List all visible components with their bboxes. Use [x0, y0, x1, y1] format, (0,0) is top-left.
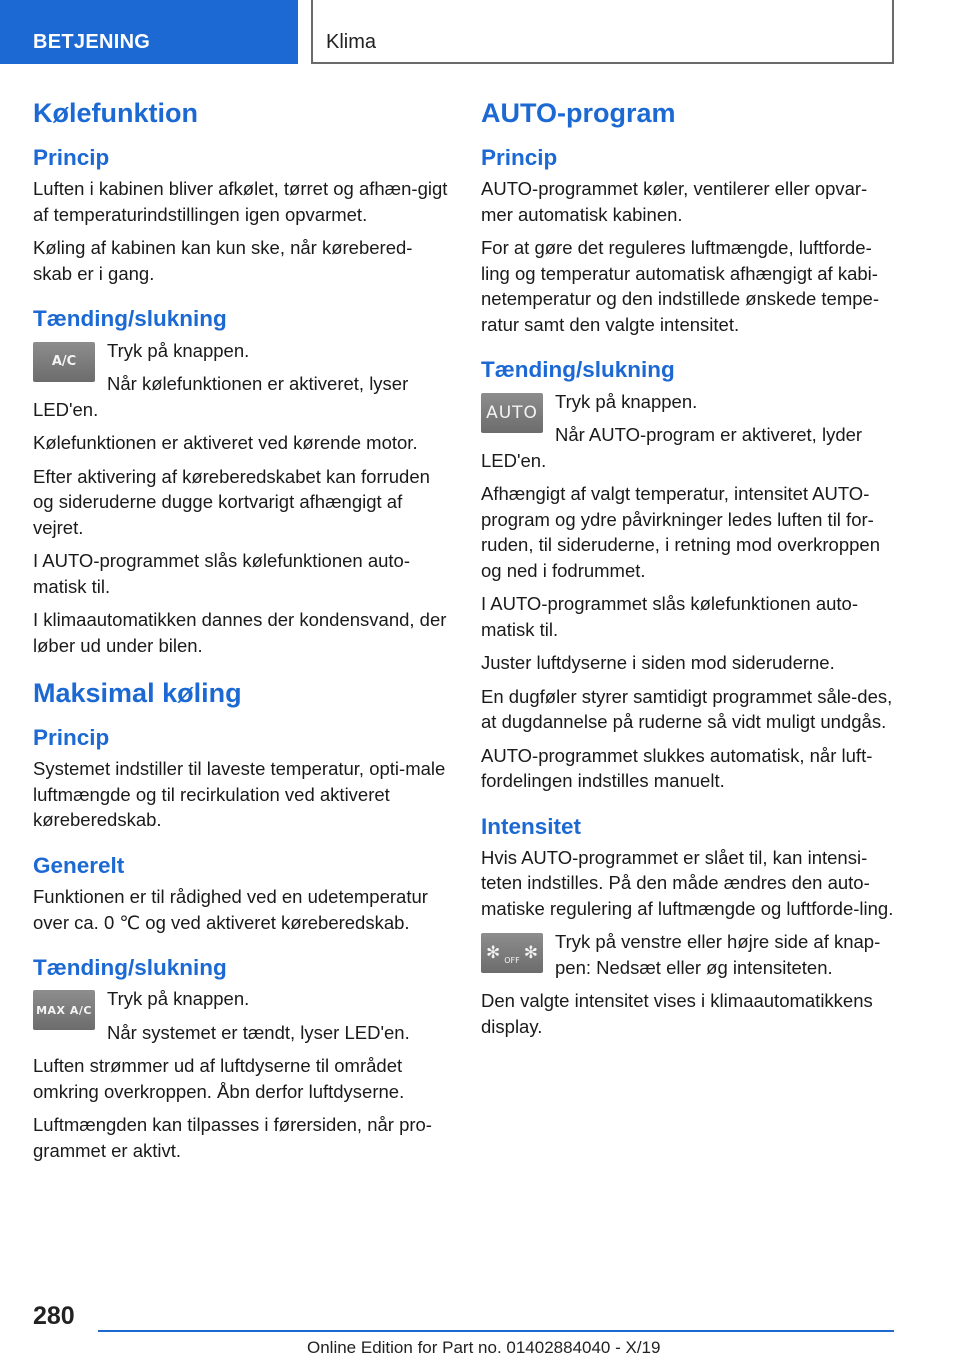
- max-cooling-switch-p2: Når systemet er tændt, lyser LED'en.: [107, 1021, 410, 1043]
- auto-p5: Juster luftdyserne i siden mod sideruderne.: [481, 652, 835, 674]
- auto-principle-heading: Princip: [481, 145, 558, 171]
- auto-principle-p2: For at gøre det reguleres luftmængde, luftforde-ling og temperatur automatisk afhængigt af kabi-netemperatur og den indstillede ønskede tempe-ratur samt den valgte intensitet.: [481, 237, 879, 335]
- max-cooling-general-heading: Generelt: [33, 852, 125, 878]
- cooling-principle-p1: Luften i kabinen bliver afkølet, tørret og afhæn-gigt af temperaturindstillingen igen opvarmet.: [33, 178, 448, 225]
- cooling-title: Kølefunktion: [33, 98, 198, 128]
- auto-section: [481, 96, 895, 337]
- intensity-button-row: [481, 929, 895, 988]
- header-topic-tab: [311, 0, 894, 64]
- auto-principle-p1: AUTO-programmet køler, ventilerer eller opvar-mer automatisk kabinen.: [481, 178, 868, 225]
- auto-button-icon: AUTO: [481, 393, 543, 433]
- auto-p3: Afhængigt af valgt temperatur, intensitet AUTO-program og ydre påvirkninger ledes luften til for-ruden, til sideruderne, i retning mod overkroppen og ned i fodrummet.: [481, 483, 881, 581]
- auto-p4: I AUTO-programmet slås kølefunktionen auto-matisk til.: [481, 593, 859, 640]
- max-cooling-section: [33, 676, 449, 833]
- right-column: [481, 96, 895, 1057]
- auto-switch-section: [481, 355, 895, 793]
- cooling-switch-heading: Tænding/slukning: [33, 306, 227, 332]
- max-cooling-p3: Luften strømmer ud af luftdyserne til området omkring overkroppen. Åbn derfor luftdyserne.: [33, 1055, 405, 1102]
- intensity-button-p1: Tryk på venstre eller højre side af knap-pen: Nedsæt eller øg intensiteten.: [555, 931, 881, 978]
- cooling-switch-p2: Når kølefunktionen er aktiveret, lyser LED'en.: [33, 373, 409, 420]
- max-cooling-switch-section: [33, 953, 449, 1163]
- max-cooling-general-section: [33, 851, 449, 935]
- max-cooling-p4: Luftmængden kan tilpasses i førersiden, når pro-grammet er aktivt.: [33, 1114, 432, 1161]
- cooling-principle-heading: Princip: [33, 145, 110, 171]
- auto-title: AUTO-program: [481, 98, 676, 128]
- header-section-tab: [0, 0, 298, 64]
- intensity-heading: Intensitet: [481, 813, 582, 839]
- cooling-switch-p1: Tryk på knappen.: [107, 339, 250, 361]
- auto-p7: AUTO-programmet slukkes automatisk, når luft-fordelingen indstilles manuelt.: [481, 744, 873, 792]
- cooling-p4: Efter aktivering af køreberedskabet kan forruden og sideruderne dugge kortvarigt afhængigt af vejret.: [33, 465, 430, 538]
- auto-p6: En dugføler styrer samtidigt programmet såle-des, at dugdannelse på ruderne så vidt muligt undgås.: [481, 685, 893, 733]
- ac-button-icon: A/C: [33, 342, 95, 382]
- fan-off-label: OFF: [504, 956, 520, 966]
- max-cooling-switch-p1: Tryk på knappen.: [107, 988, 250, 1010]
- intensity-section: [481, 812, 895, 1040]
- header-topic-label: Klima: [326, 31, 377, 53]
- cooling-p3: Kølefunktionen er aktiveret ved kørende motor.: [33, 432, 418, 454]
- auto-button-row: [481, 389, 895, 482]
- max-cooling-general-p1: Funktionen er til rådighed ved en udetemperatur over ca. 0 ℃ og ved aktiveret køreberedskab.: [33, 886, 428, 933]
- auto-switch-heading: Tænding/slukning: [481, 357, 675, 383]
- header-section-label: BETJENING: [33, 31, 151, 53]
- cooling-p5: I AUTO-programmet slås kølefunktionen auto-matisk til.: [33, 550, 411, 597]
- intensity-p1: Hvis AUTO-programmet er slået til, kan intensi-teten indstilles. På den måde ændres den auto-matiske regulering af luftmængde og luftforde-ling.: [481, 846, 894, 919]
- page-number: 280: [33, 1302, 75, 1330]
- max-ac-button-icon: MAX A/C: [33, 990, 95, 1030]
- cooling-switch-section: [33, 304, 449, 658]
- footer-edition: Online Edition for Part no. 01402884040 - X/19: [307, 1338, 661, 1357]
- auto-switch-p2: Når AUTO-program er aktiveret, lyder LED'en.: [481, 424, 863, 471]
- cooling-section: [33, 96, 449, 286]
- cooling-p6: I klimaautomatikken dannes der kondensvand, der løber ud under bilen.: [33, 609, 447, 656]
- cooling-principle-p2: Køling af kabinen kan kun ske, når kørebered-skab er i gang.: [33, 237, 413, 284]
- footer-divider: [98, 1330, 894, 1332]
- fan-icon-large: ✻: [523, 943, 538, 964]
- max-cooling-principle-heading: Princip: [33, 725, 110, 751]
- max-cooling-switch-heading: Tænding/slukning: [33, 955, 227, 981]
- fan-icon: ✻: [486, 943, 501, 964]
- intensity-p2: Den valgte intensitet vises i klimaautomatikkens display.: [481, 990, 873, 1037]
- ac-button-row: [33, 338, 449, 431]
- max-cooling-title: Maksimal køling: [33, 678, 242, 709]
- max-ac-button-row: [33, 986, 449, 1053]
- left-column: [33, 96, 449, 1181]
- auto-switch-p1: Tryk på knappen.: [555, 390, 698, 412]
- fan-intensity-button-icon: [481, 933, 543, 973]
- max-cooling-principle-p1: Systemet indstiller til laveste temperatur, opti-male luftmængde og til recirkulation ved aktiveret køreberedskab.: [33, 758, 446, 831]
